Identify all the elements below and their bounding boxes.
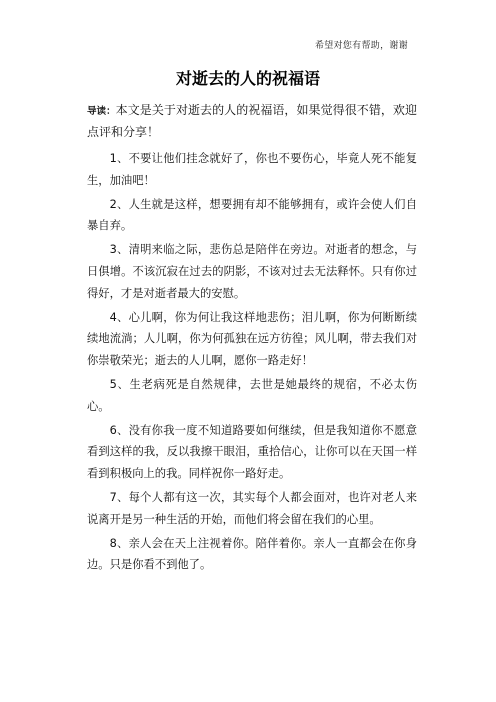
paragraph-1: 1、不要让他们挂念就好了，你也不要伤心，毕竟人死不能复生，加油吧！ [87,152,417,187]
paragraph-2: 2、人生就是这样，想要拥有却不能够拥有，或许会使人们自暴自弃。 [87,197,417,233]
page-title: 对逝去的人的祝福语 [175,69,320,88]
intro-label: 导读： [87,106,116,117]
paragraph-7: 7、每个人都有这一次，其实每个人都会面对，也许对老人来说离开是另一种生活的开始，而他们将会留在我们的心里。 [87,490,417,526]
paragraph-3: 3、清明来临之际，悲伤总是陪伴在旁边。对逝者的想念，与日俱增。不该沉寂在过去的阴影，不该对过去无法释怀。只有你过得好，才是对逝者最大的安慰。 [87,243,417,300]
document-body [87,100,417,578]
header-note: 希望对您有帮助，谢谢 [314,41,408,51]
paragraph-5: 5、生老病死是自然规律，去世是她最终的规宿，不必太伤心。 [87,377,417,413]
paragraph-6: 6、没有你我一度不知道路要如何继续，但是我知道你不愿意看到这样的我，反以我擦干眼泪，重拾信心，让你可以在天国一样看到积极向上的我。同样祝你一路好走。 [87,423,417,481]
intro-text: 本文是关于对逝去的人的祝福语，如果觉得很不错，欢迎点评和分享！ [87,103,417,139]
paragraph-4: 4、心儿啊，你为何让我这样地悲伤；泪儿啊，你为何断断续续地流淌；人儿啊，你为何孤独在远方彷徨；风儿啊，带去我们对你崇敬荣光；逝去的人儿啊，愿你一路走好！ [87,310,417,368]
paragraph-8: 8、亲人会在天上注视着你。陪伴着你。亲人一直都会在你身边。只是你看不到他了。 [87,536,417,572]
intro-paragraph [87,100,417,143]
